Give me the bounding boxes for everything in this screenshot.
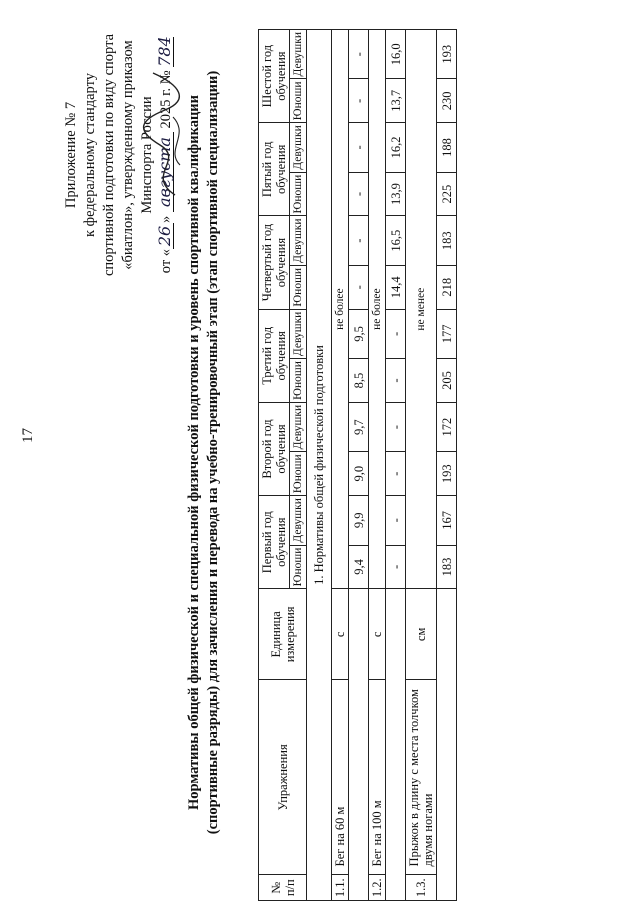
heading-line-2: (спортивные разряды) для зачисления и перевода на учебно-тренировочный этап (этап спортивной специализации) <box>205 70 221 835</box>
col-header-year-6: Шестой год обучения <box>259 30 290 123</box>
values-row <box>386 30 406 901</box>
appendix-date-line <box>157 5 176 305</box>
col-header-boys: Юноши <box>290 545 307 589</box>
col-header-girls: Девушки <box>290 30 307 79</box>
order-month: августа <box>157 132 174 212</box>
value-cell: - <box>349 123 369 172</box>
value-cell: - <box>349 216 369 265</box>
qualifier-label: не менее <box>406 30 437 589</box>
appendix-block <box>62 5 176 305</box>
col-header-num: № п/п <box>259 875 307 901</box>
value-cell: 16,2 <box>386 123 406 172</box>
unit-cell: с <box>369 589 386 680</box>
col-header-unit: Единица измерения <box>259 589 307 680</box>
value-cell: 218 <box>437 265 457 309</box>
col-header-girls: Девушки <box>290 309 307 358</box>
col-header-girls: Девушки <box>290 496 307 545</box>
heading-line-1: Нормативы общей физической и специальной физической подготовки и уровень спортивной квалификации <box>186 94 202 811</box>
col-header-girls: Девушки <box>290 402 307 451</box>
value-cell: - <box>349 79 369 123</box>
header-row <box>259 30 290 901</box>
section-title: 1. Нормативы общей физической подготовки <box>307 30 332 901</box>
col-header-year-2: Второй год обучения <box>259 402 290 495</box>
value-cell: 193 <box>437 30 457 79</box>
document-heading <box>185 0 223 905</box>
values-row <box>437 30 457 901</box>
row-num: 1.1. <box>332 875 349 901</box>
value-cell: - <box>386 359 406 403</box>
date-mid: » <box>158 215 174 223</box>
row-num: 1.3. <box>406 875 437 901</box>
appendix-line: Минспорта России <box>139 96 155 214</box>
value-cell: 9,7 <box>349 402 369 451</box>
value-cell: 14,4 <box>386 265 406 309</box>
value-cell: 9,0 <box>349 452 369 496</box>
col-header-boys: Юноши <box>290 359 307 403</box>
value-cell: 9,5 <box>349 309 369 358</box>
section-row <box>307 30 332 901</box>
value-cell: - <box>386 309 406 358</box>
value-cell: - <box>386 545 406 589</box>
value-cell: 8,5 <box>349 359 369 403</box>
col-header-boys: Юноши <box>290 172 307 216</box>
row-num: 1.2. <box>369 875 386 901</box>
value-cell: 225 <box>437 172 457 216</box>
value-cell: 177 <box>437 309 457 358</box>
value-cell: 193 <box>437 452 457 496</box>
page-number: 17 <box>20 428 36 443</box>
appendix-line: «биатлон», утвержденному приказом <box>120 40 136 270</box>
value-cell: 16,0 <box>386 30 406 79</box>
value-cell: - <box>386 452 406 496</box>
values-row <box>349 30 369 901</box>
col-header-year-5: Пятый год обучения <box>259 123 290 216</box>
col-header-boys: Юноши <box>290 79 307 123</box>
col-header-year-4: Четвертый год обучения <box>259 216 290 309</box>
date-year: 2025 г. № <box>158 70 174 129</box>
value-cell: 9,9 <box>349 496 369 545</box>
col-header-year-3: Третий год обучения <box>259 309 290 402</box>
value-cell: - <box>349 265 369 309</box>
norms-table <box>258 29 457 901</box>
value-cell: 167 <box>437 496 457 545</box>
value-cell: 16,5 <box>386 216 406 265</box>
value-cell: - <box>349 172 369 216</box>
appendix-line: к федеральному стандарту <box>82 73 98 237</box>
date-prefix: от « <box>158 248 174 274</box>
value-cell: - <box>349 30 369 79</box>
value-cell: 13,7 <box>386 79 406 123</box>
col-header-boys: Юноши <box>290 265 307 309</box>
value-cell: 9,4 <box>349 545 369 589</box>
order-day: 26 <box>157 223 174 249</box>
value-cell: 230 <box>437 79 457 123</box>
unit-cell: см <box>406 589 437 680</box>
col-header-girls: Девушки <box>290 216 307 265</box>
order-number: 784 <box>155 36 174 67</box>
value-cell: 13,9 <box>386 172 406 216</box>
appendix-line: спортивной подготовки по виду спорта <box>101 33 117 277</box>
col-header-girls: Девушки <box>290 123 307 172</box>
value-cell: - <box>386 402 406 451</box>
exercise-name: Прыжок в длину с места толчком двумя ногами <box>406 680 437 875</box>
qualifier-label: не более <box>332 30 349 589</box>
col-header-exercise: Упражнения <box>259 680 307 875</box>
col-header-boys: Юноши <box>290 452 307 496</box>
exercise-name: Бег на 100 м <box>369 680 386 875</box>
value-cell: - <box>386 496 406 545</box>
unit-cell: с <box>332 589 349 680</box>
value-cell: 205 <box>437 359 457 403</box>
appendix-title: Приложение № 7 <box>63 101 79 209</box>
exercise-name: Бег на 60 м <box>332 680 349 875</box>
value-cell: 183 <box>437 545 457 589</box>
qualifier-label: не более <box>369 30 386 589</box>
col-header-year-1: Первый год обучения <box>259 496 290 589</box>
value-cell: 188 <box>437 123 457 172</box>
value-cell: 183 <box>437 216 457 265</box>
value-cell: 172 <box>437 402 457 451</box>
